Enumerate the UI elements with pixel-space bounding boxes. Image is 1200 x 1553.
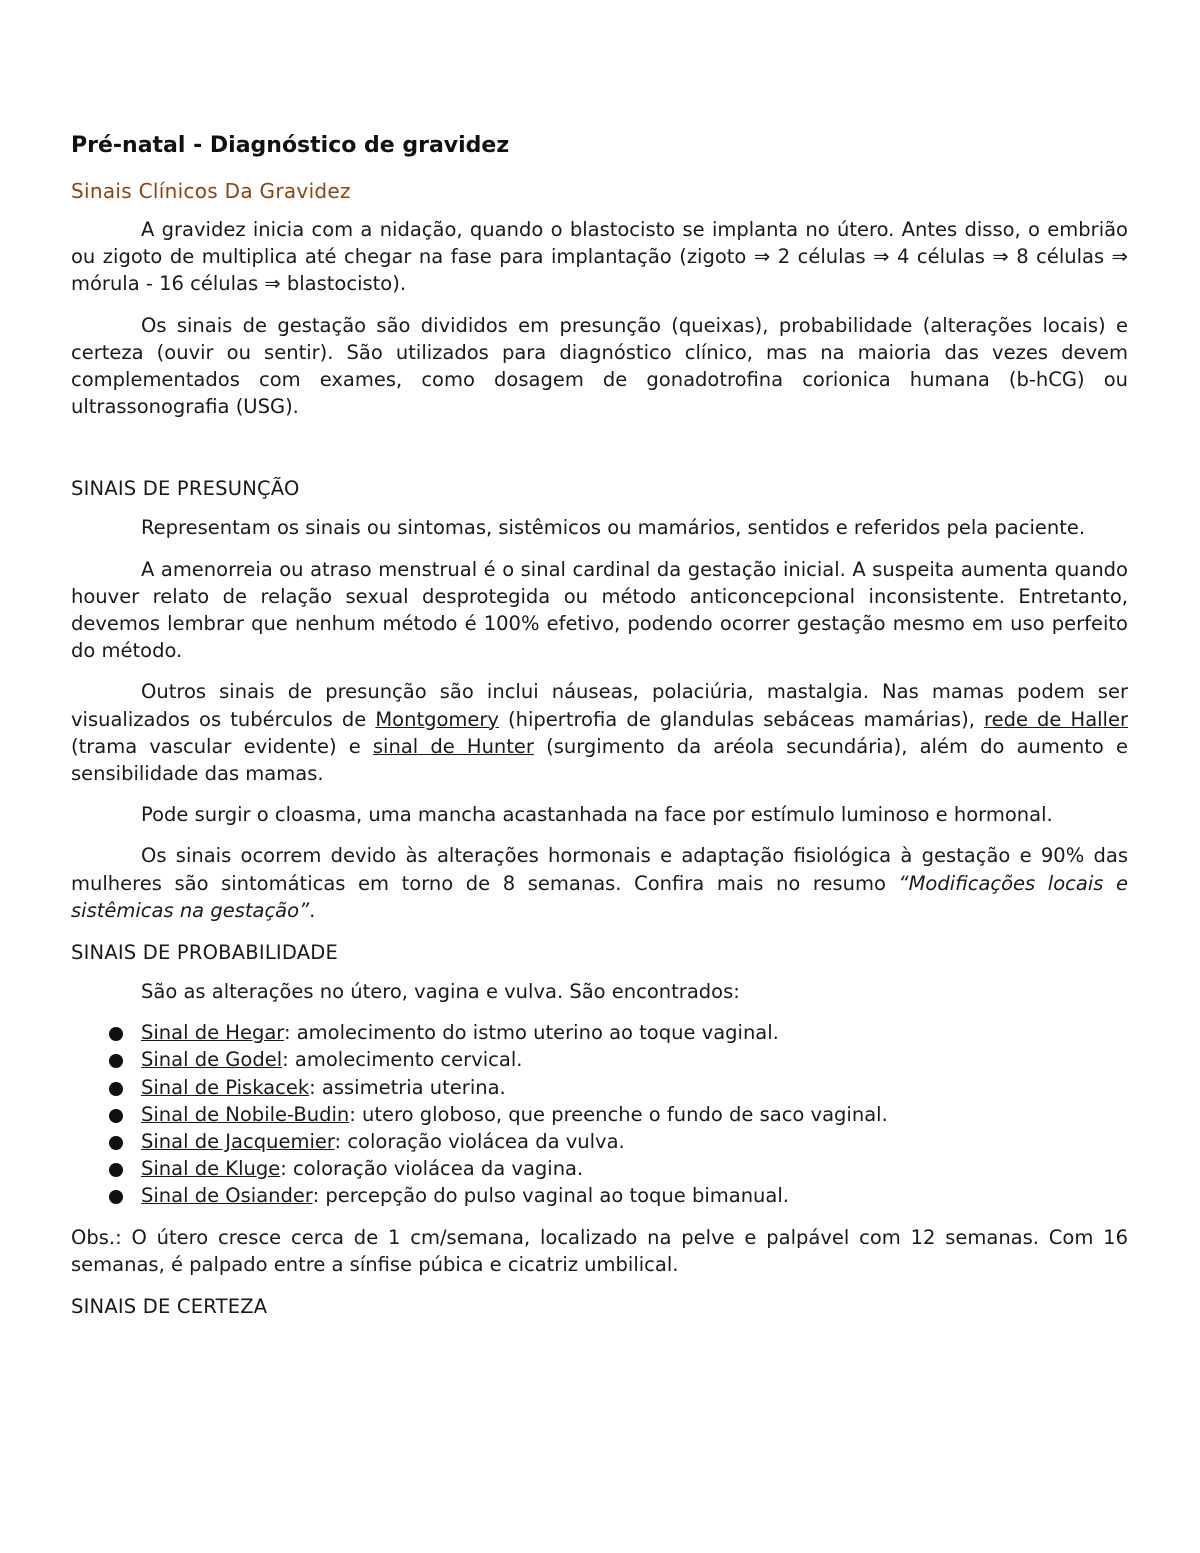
presuncao-paragraph-4: Pode surgir o cloasma, uma mancha acastanhada na face por estímulo luminoso e hormonal. <box>141 803 1053 827</box>
hunter-term: sinal de Hunter <box>372 734 534 758</box>
intro-paragraph-2: Os sinais de gestação são divididos em presunção (queixas), probabilidade (alterações locais) e certeza (ouvir ou sentir). São utilizados para diagnóstico clínico, mas na maioria das vezes devem complementados com exames, como dosagem de gonadotrofina corionica humana (b-hCG) ou ultrassonografia (USG). <box>71 313 1128 419</box>
list-item <box>71 1046 1128 1073</box>
bullet-icon <box>109 1109 123 1123</box>
bullet-icon <box>109 1190 123 1204</box>
list-item <box>71 1074 1128 1101</box>
sign-desc: : assimetria uterina. <box>309 1075 506 1099</box>
section-heading-certeza: SINAIS DE CERTEZA <box>71 1295 268 1319</box>
p3-text-d: (surgimento da aréola secundária), além do aumento e sensibilidade das mamas. <box>71 734 1128 786</box>
probabilidade-intro: São as alterações no útero, vagina e vulva. São encontrados: <box>141 980 740 1004</box>
sign-desc: : amolecimento do istmo uterino ao toque vaginal. <box>283 1021 779 1045</box>
p5-text-a: Os sinais ocorrem devido às alterações hormonais e adaptação fisiológica à gestação e 90% das mulheres são sintomáticas em torno de 8 semanas. Confira mais no resumo <box>71 844 1128 895</box>
sign-name: Sinal de Jacquemier <box>141 1130 335 1154</box>
section-heading-presuncao: SINAIS DE PRESUNÇÃO <box>71 477 300 501</box>
sign-name: Sinal de Nobile-Budin <box>141 1102 350 1126</box>
sign-name: Sinal de Hegar <box>141 1021 284 1045</box>
p5-italic-ref: “Modificações locais e sistêmicas na gestação” <box>71 871 1128 922</box>
p5-text-b: . <box>309 898 316 922</box>
list-item <box>71 1019 1128 1046</box>
bullet-icon <box>109 1163 123 1177</box>
sign-desc: : utero globoso, que preenche o fundo de saco vaginal. <box>349 1102 888 1126</box>
p3-text-b: (hipertrofia de glandulas sebáceas mamárias), <box>498 707 984 731</box>
bullet-icon <box>109 1027 123 1041</box>
presuncao-paragraph-1: Representam os sinais ou sintomas, sistêmicos ou mamários, sentidos e referidos pela paciente. <box>141 516 1086 540</box>
list-item <box>71 1128 1128 1155</box>
list-item <box>71 1101 1128 1128</box>
sign-name: Sinal de Godel <box>141 1048 283 1072</box>
sign-name: Sinal de Piskacek <box>141 1075 310 1099</box>
intro-paragraph-1: A gravidez inicia com a nidação, quando o blastocisto se implanta no útero. Antes disso, o embrião ou zigoto de multiplica até chegar na fase para implantação (zigoto ⇒ 2 células ⇒ 4 células ⇒ 8 células ⇒ mórula - 16 células ⇒ blastocisto). <box>71 218 1128 296</box>
montgomery-term: Montgomery <box>375 707 499 731</box>
obs-paragraph: Obs.: O útero cresce cerca de 1 cm/semana, localizado na pelve e palpável com 12 semanas. Com 16 semanas, é palpado entre a sínfise púbica e cicatriz umbilical. <box>71 1225 1128 1276</box>
sign-desc: : amolecimento cervical. <box>282 1048 523 1072</box>
p3-text-c: (trama vascular evidente) e <box>71 734 373 758</box>
p3-text-a: Outros sinais de presunção são inclui náuseas, polaciúria, mastalgia. Nas mamas podem ser visualizados os tubérculos de <box>71 680 1128 731</box>
sign-name: Sinal de Kluge <box>141 1157 281 1181</box>
sign-desc: : coloração violácea da vagina. <box>280 1157 584 1181</box>
section-heading-probabilidade: SINAIS DE PROBABILIDADE <box>71 941 338 965</box>
page-title: Pré-natal - Diagnóstico de gravidez <box>71 133 510 158</box>
bullet-icon <box>109 1136 123 1150</box>
list-item <box>71 1182 1128 1209</box>
list-item <box>71 1155 1128 1182</box>
probability-signs-list <box>71 1019 1128 1209</box>
haller-term: rede de Haller <box>984 707 1128 731</box>
document-page <box>71 130 1128 1332</box>
sign-name: Sinal de Osiander <box>141 1184 313 1208</box>
bullet-icon <box>109 1082 123 1096</box>
presuncao-paragraph-5 <box>71 842 1128 924</box>
sign-desc: : coloração violácea da vulva. <box>334 1130 625 1154</box>
sign-desc: : percepção do pulso vaginal ao toque bimanual. <box>312 1184 789 1208</box>
presuncao-paragraph-2: A amenorreia ou atraso menstrual é o sinal cardinal da gestação inicial. A suspeita aumenta quando houver relato de relação sexual desprotegida ou método anticoncepcional inconsistente. Entretanto, devemos lembrar que nenhum método é 100% efetivo, podendo ocorrer gestação mesmo em uso perfeito do método. <box>71 557 1128 663</box>
section-spacer <box>71 434 1128 474</box>
bullet-icon <box>109 1054 123 1068</box>
presuncao-paragraph-3 <box>71 678 1128 787</box>
page-subtitle: Sinais Clínicos Da Gravidez <box>71 179 351 203</box>
